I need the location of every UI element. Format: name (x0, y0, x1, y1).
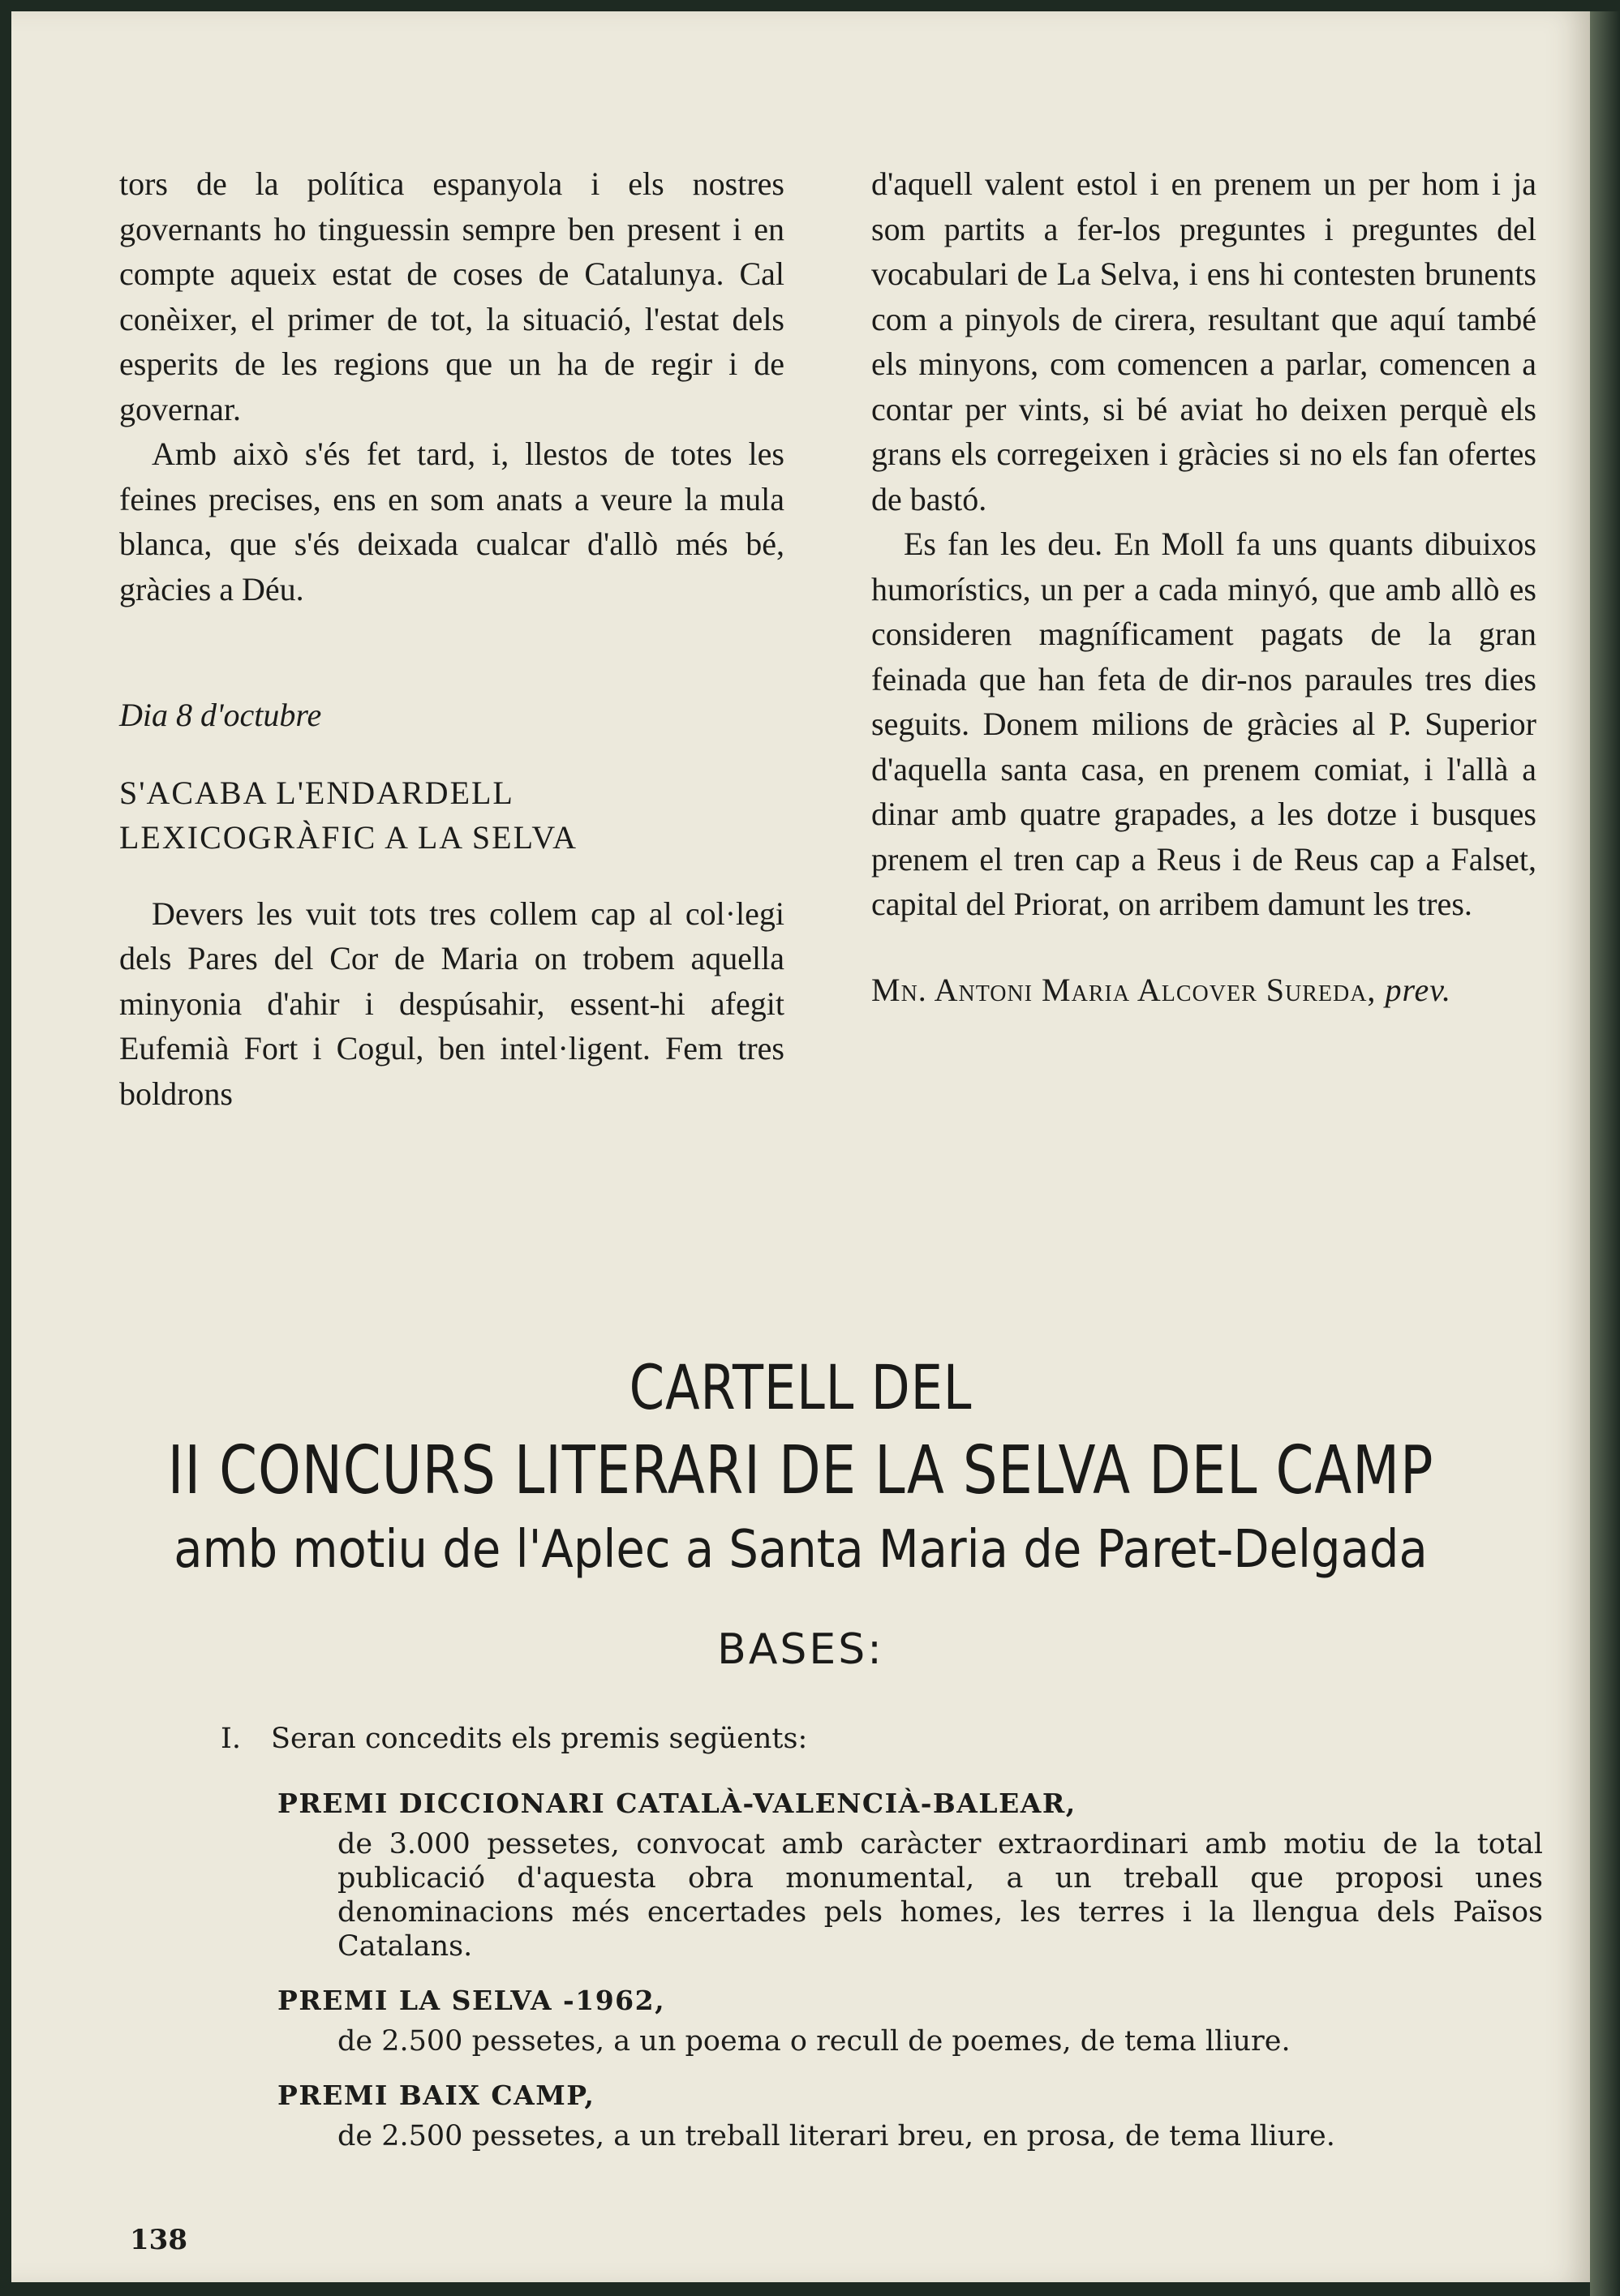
left-paragraph-1: tors de la política espanyola i els nostres governants ho tinguessin sempre ben present i en compte aqueix estat de coses de Catalunya. Cal conèixer, el primer de tot, la situació, l'estat dels esperits de les regions que un ha de regir i de governar. (119, 165, 784, 427)
poster-title-line-2: II CONCURS LITERARI DE LA SELVA DEL CAMP (167, 1432, 1434, 1509)
bases-intro-number: I. (221, 1723, 241, 1755)
prize-name: PREMI LA SELVA -1962, (277, 1985, 666, 2016)
left-paragraph-3: Devers les vuit tots tres collem cap al col·legi dels Pares del Cor de Maria on trobem aquella minyonia d'ahir i despúsahir, essent-hi afegit Eufemià Fort i Cogul, ben intel·ligent. Fem tres boldrons (119, 895, 784, 1112)
book-spine-edge (1590, 11, 1620, 2296)
prize-name: PREMI BAIX CAMP, (277, 2079, 595, 2111)
page (11, 11, 1590, 2282)
prize-description: de 2.500 pessetes, a un treball literari breu, en prosa, de tema lliure. (337, 2120, 1335, 2152)
date-heading: Dia 8 d'octubre (119, 697, 322, 733)
prize-item (277, 2079, 1543, 2153)
bases-intro (221, 1723, 1543, 1755)
prize-description: de 2.500 pessetes, a un poema o recull de poemes, de tema lliure. (337, 2025, 1291, 2058)
bases-intro-text: Seran concedits els premis següents: (271, 1723, 808, 1755)
section-heading: S'ACABA L'ENDARDELL LEXICOGRÀFIC A LA SELVA (119, 774, 578, 856)
page-number: 138 (130, 2224, 187, 2256)
right-column (871, 161, 1536, 1012)
poster-title-line-1: CARTELL DEL (629, 1351, 973, 1423)
poster-subtitle: amb motiu de l'Aplec a Santa Maria de Paret-Delgada (174, 1520, 1428, 1580)
bases-section (221, 1723, 1543, 2174)
author-signature (871, 968, 1536, 1013)
left-paragraph-2: Amb això s'és fet tard, i, llestos de totes les feines precises, ens en som anats a veure la mula blanca, que s'és deixada cualcar d'allò més bé, gràcies a Déu. (119, 436, 784, 607)
right-paragraph-1: d'aquell valent estol i en prenem un per hom i ja som partits a fer-los preguntes i preguntes del vocabulari de La Selva, i ens hi contesten brunents com a pinyols de cirera, resultant que aquí també els minyons, com comencen a parlar, comencen a contar per vints, si bé aviat ho deixen perquè els grans els corregeixen i gràcies si no els fan ofertes de bastó. (871, 165, 1536, 517)
left-column (119, 161, 784, 1116)
author-title: prev. (1385, 971, 1452, 1008)
right-paragraph-2: Es fan les deu. En Moll fa uns quants dibuixos humorístics, un per a cada minyó, que amb allò es consideren magníficament pagats de la gran feinada que han feta de dir-nos paraules tres dies seguits. Donem milions de gràcies al P. Superior d'aquella santa casa, en prenem comiat, i l'allà a dinar amb quatre grapades, a les dotze i busques prenem el tren cap a Reus i de Reus cap a Falset, capital del Priorat, on arribem damunt les tres. (871, 526, 1536, 922)
prize-item (277, 1985, 1543, 2058)
author-name: Mn. Antoni Maria Alcover Sureda, (871, 971, 1377, 1008)
prize-name: PREMI DICCIONARI CATALÀ-VALENCIÀ-BALEAR, (277, 1787, 1076, 1819)
bases-heading: BASES: (717, 1625, 884, 1674)
prize-description: de 3.000 pessetes, convocat amb caràcter extraordinari amb motiu de la total publicació d'aquesta obra monumental, a un treball que proposi unes denominacions més encertades pels homes, les terres i la llengua dels Països Catalans. (337, 1828, 1543, 1963)
prize-item (277, 1787, 1543, 1963)
